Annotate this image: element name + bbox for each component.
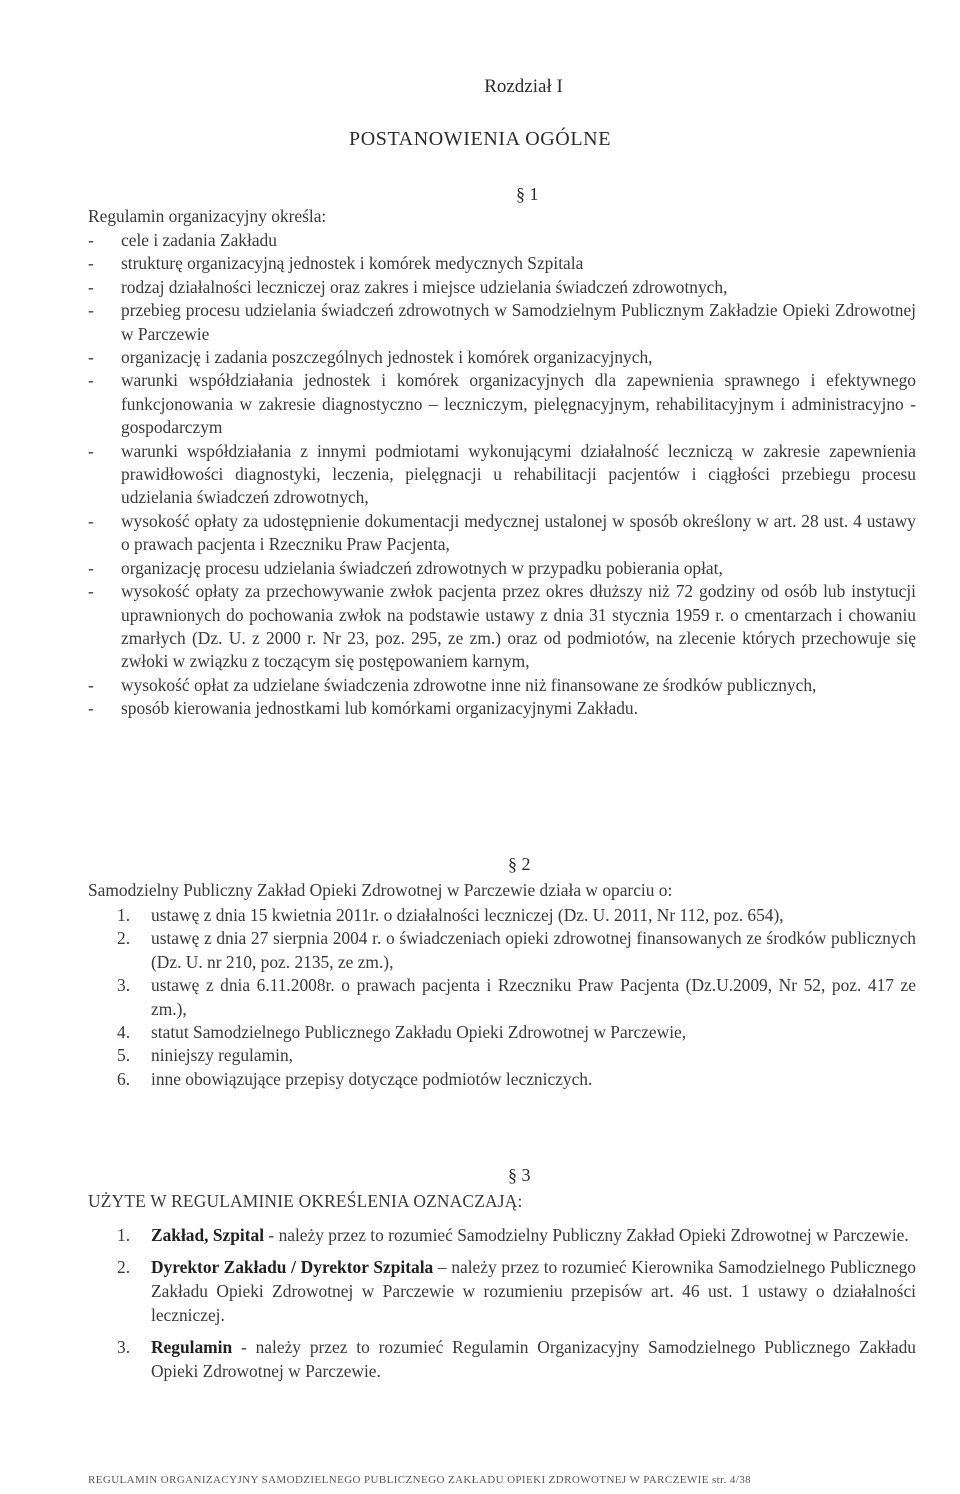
list-item-text: strukturę organizacyjną jednostek i komórek medycznych Szpitala (121, 253, 584, 274)
list-item-text: organizację i zadania poszczególnych jednostek i komórek organizacyjnych, (121, 347, 653, 368)
list-item-text: wysokość opłat za udzielane świadczenia zdrowotne inne niż finansowane ze środków publicznych, (121, 674, 817, 695)
list-item: - organizację procesu udzielania świadczeń zdrowotnych w przypadku pobierania opłat, (88, 557, 723, 578)
list-item-number: 4. (117, 1022, 131, 1043)
definition-term: Zakład, Szpital (151, 1225, 265, 1245)
list-item-text: wysokość opłaty za udostępnienie dokumentacji medycznej ustalonej w sposób określony w art. 28 ust. 4 ustawy o prawach pacjenta i Rzeczniku Praw Pacjenta, (121, 510, 916, 555)
list-item: - wysokość opłaty za udostępnienie dokumentacji medycznej ustalonej w sposób określony w art. 28 ust. 4 ustawy o prawach pacjenta i Rzeczniku Praw Pacjenta, (88, 510, 916, 555)
list-item-number: 2. (117, 1257, 131, 1277)
list-item: - wysokość opłat za udzielane świadczenia zdrowotne inne niż finansowane ze środków publicznych, (88, 674, 817, 695)
list-item (88, 927, 916, 974)
section-1-intro: Regulamin organizacyjny określa: (88, 206, 327, 226)
list-item: - warunki współdziałania jednostek i komórek organizacyjnych dla zapewnienia sprawnego i efektywnego funkcjonowania w zakresie diagnostyczno – leczniczym, pielęgnacyjnym, rehabilitacyjnym i administracyjno - gospodarczym (88, 370, 916, 438)
list-item-text: rodzaj działalności leczniczej oraz zakres i miejsce udzielania świadczeń zdrowotnych, (121, 276, 728, 297)
section-3-intro: UŻYTE W REGULAMINIE OKREŚLENIA OZNACZAJĄ: (88, 1191, 523, 1211)
list-item: - strukturę organizacyjną jednostek i komórek medycznych Szpitala (88, 253, 584, 274)
list-item (88, 974, 916, 1021)
list-item-text: cele i zadania Zakładu (121, 230, 277, 250)
section-1-list (88, 229, 916, 721)
list-item-text: statut Samodzielnego Publicznego Zakładu Opieki Zdrowotnej w Parczewie, (151, 1022, 687, 1043)
list-item-text: inne obowiązujące przepisy dotyczące podmiotów leczniczych. (151, 1068, 593, 1089)
list-item: - sposób kierowania jednostkami lub komórkami organizacyjnymi Zakładu. (88, 698, 638, 719)
list-item-text: ustawę z dnia 15 kwietnia 2011r. o działalności leczniczej (Dz. U. 2011, Nr 112, poz. 654), (151, 905, 784, 925)
list-item-number: 6. (117, 1068, 131, 1089)
list-item: - przebieg procesu udzielania świadczeń zdrowotnych w Samodzielnym Publicznym Zakładzie Opieki Zdrowotnej w Parczewie (88, 300, 916, 344)
section-2-heading: § 2 (508, 854, 531, 874)
section-1-heading: § 1 (516, 184, 539, 204)
list-item-text: ustawę z dnia 27 sierpnia 2004 r. o świadczeniach opieki zdrowotnej finansowanych ze środków publicznych (Dz. U. nr 210, poz. 2135, ze zm.), (151, 928, 916, 972)
list-item: - cele i zadania Zakładu (88, 230, 277, 250)
list-item (88, 1021, 916, 1044)
list-item: - warunki współdziałania z innymi podmiotami wykonującymi działalność leczniczą w zakresie zapewnienia prawidłowości diagnostyki, leczenia, pielęgnacji u rehabilitacji pacjentów i ciągłości przebiegu procesu udzielania świadczeń zdrowotnych, (88, 440, 916, 508)
definition-text: – należy przez to rozumieć Kierownika Samodzielnego Publicznego Zakładu Opieki Zdrowotnej w Parczewie w rozumieniu przepisów art. 46 ust. 1 ustawy o działalności leczniczej. (151, 1257, 916, 1325)
definition-item (88, 1223, 916, 1247)
list-item (88, 904, 916, 927)
list-item-number: 1. (117, 905, 131, 925)
list-item-text: niniejszy regulamin, (151, 1045, 293, 1066)
list-item (88, 1044, 916, 1067)
definition-text: - należy przez to rozumieć Regulamin Organizacyjny Samodzielnego Publicznego Zakładu Opieki Zdrowotnej w Parczewie. (151, 1337, 916, 1381)
list-item-text: ustawę z dnia 6.11.2008r. o prawach pacjenta i Rzeczniku Praw Pacjenta (Dz.U.2009, Nr 52, poz. 417 ze zm.), (151, 975, 916, 1019)
definition-term: Regulamin (151, 1337, 233, 1357)
list-item: - rodzaj działalności leczniczej oraz zakres i miejsce udzielania świadczeń zdrowotnych, (88, 276, 728, 297)
list-item-text: wysokość opłaty za przechowywanie zwłok pacjenta przez okres dłuższy niż 72 godziny od osób lub instytucji uprawnionych do pochowania zwłok na podstawie ustawy z dnia 31 stycznia 1959 r. o cmentarzach i chowaniu zmarłych (Dz. U. z 2000 r. Nr 23, poz. 295, ze zm.) oraz od podmiotów, na zlecenie których przechowuje się zwłoki w związku z toczącym się postępowaniem karnym, (121, 581, 916, 672)
list-item-text: organizację procesu udzielania świadczeń zdrowotnych w przypadku pobierania opłat, (121, 557, 723, 578)
list-item-number: 2. (117, 928, 131, 949)
list-item: - organizację i zadania poszczególnych jednostek i komórek organizacyjnych, (88, 347, 653, 368)
section-2-list (88, 904, 916, 1091)
list-item-number: 1. (117, 1225, 131, 1245)
page-footer: REGULAMIN ORGANIZACYJNY SAMODZIELNEGO PUBLICZNEGO ZAKŁADU OPIEKI ZDROWOTNEJ W PARCZEWIE str. 4/38 (88, 1474, 752, 1486)
section-3-list (88, 1223, 916, 1391)
definition-item (88, 1335, 916, 1383)
list-item-text: warunki współdziałania z innymi podmiotami wykonującymi działalność leczniczą w zakresie zapewnienia prawidłowości diagnostyki, leczenia, pielęgnacji u rehabilitacji pacjentów i ciągłości przebiegu procesu udzielania świadczeń zdrowotnych, (121, 440, 916, 508)
section-2-intro: Samodzielny Publiczny Zakład Opieki Zdrowotnej w Parczewie działa w oparciu o: (88, 880, 673, 900)
definition-item (88, 1255, 916, 1327)
page-title: POSTANOWIENIA OGÓLNE (348, 128, 612, 150)
chapter-heading: Rozdział I (484, 76, 563, 97)
list-item (88, 1068, 916, 1091)
definition-term: Dyrektor Zakładu / Dyrektor Szpitala (151, 1257, 434, 1277)
list-item-number: 3. (117, 975, 131, 996)
list-item-number: 5. (117, 1045, 131, 1066)
list-item-text: przebieg procesu udzielania świadczeń zdrowotnych w Samodzielnym Publicznym Zakładzie Opieki Zdrowotnej w Parczewie (121, 300, 916, 344)
list-item-number: 3. (117, 1337, 131, 1357)
definition-text: - należy przez to rozumieć Samodzielny Publiczny Zakład Opieki Zdrowotnej w Parczewie. (264, 1225, 909, 1245)
list-item-text: warunki współdziałania jednostek i komórek organizacyjnych dla zapewnienia sprawnego i efektywnego funkcjonowania w zakresie diagnostyczno – leczniczym, pielęgnacyjnym, rehabilitacyjnym i administracyjno - gospodarczym (121, 370, 916, 438)
list-item: - wysokość opłaty za przechowywanie zwłok pacjenta przez okres dłuższy niż 72 godziny od osób lub instytucji uprawnionych do pochowania zwłok na podstawie ustawy z dnia 31 stycznia 1959 r. o cmentarzach i chowaniu zmarłych (Dz. U. z 2000 r. Nr 23, poz. 295, ze zm.) oraz od podmiotów, na zlecenie których przechowuje się zwłoki w związku z toczącym się postępowaniem karnym, (88, 581, 916, 672)
section-3-heading: § 3 (508, 1165, 531, 1185)
list-item-text: sposób kierowania jednostkami lub komórkami organizacyjnymi Zakładu. (121, 698, 638, 719)
